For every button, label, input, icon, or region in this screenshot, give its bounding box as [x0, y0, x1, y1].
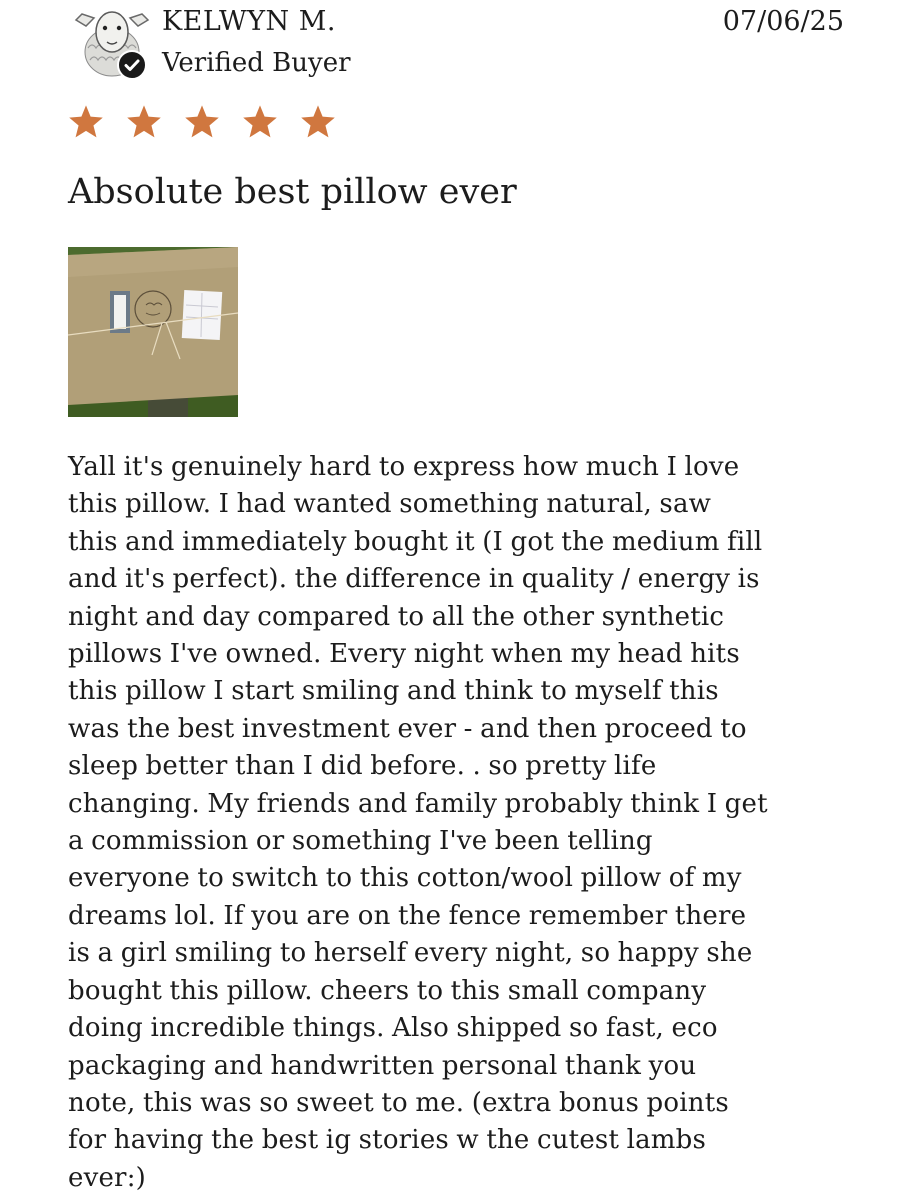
review-body: Yall it's genuinely hard to express how much I love this pillow. I had wanted something natural, saw this and immediately bought it (I got the medium fill and it's perfect). the difference in quality / energy is night and day compared to all the other synthetic pillows I've owned. Every night when my head hits this pillow I start smiling and think to myself this was the best investment ever - and then proceed to sleep better than I did before. . so pretty life changing. My friends and family probably think I get a commission or something I've been telling everyone to switch to this cotton/wool pillow of my dreams lol. If you are on the fence remember there is a girl smiling to herself every night, so happy she bought this pillow. cheers to this small company doing incredible things. Also shipped so fast, eco packaging and handwritten personal thank you note, this was so sweet to me. (extra bonus points for having the best ig stories w the cutest lambs ever:) — [68, 452, 768, 1193]
review-title: Absolute best pillow ever — [68, 172, 517, 212]
verified-buyer-label: Verified Buyer — [162, 48, 351, 78]
package-photo — [68, 247, 238, 417]
star-icon — [299, 103, 337, 141]
verified-badge — [117, 50, 147, 80]
star-icon — [183, 103, 221, 141]
star-icon — [241, 103, 279, 141]
star-rating — [67, 103, 337, 141]
review-date: 07/06/25 — [722, 6, 844, 37]
review-photo-thumbnail[interactable] — [68, 247, 238, 417]
star-icon — [67, 103, 105, 141]
star-icon — [125, 103, 163, 141]
reviewer-name: KELWYN M. — [162, 6, 336, 37]
checkmark-badge-icon — [119, 52, 145, 78]
